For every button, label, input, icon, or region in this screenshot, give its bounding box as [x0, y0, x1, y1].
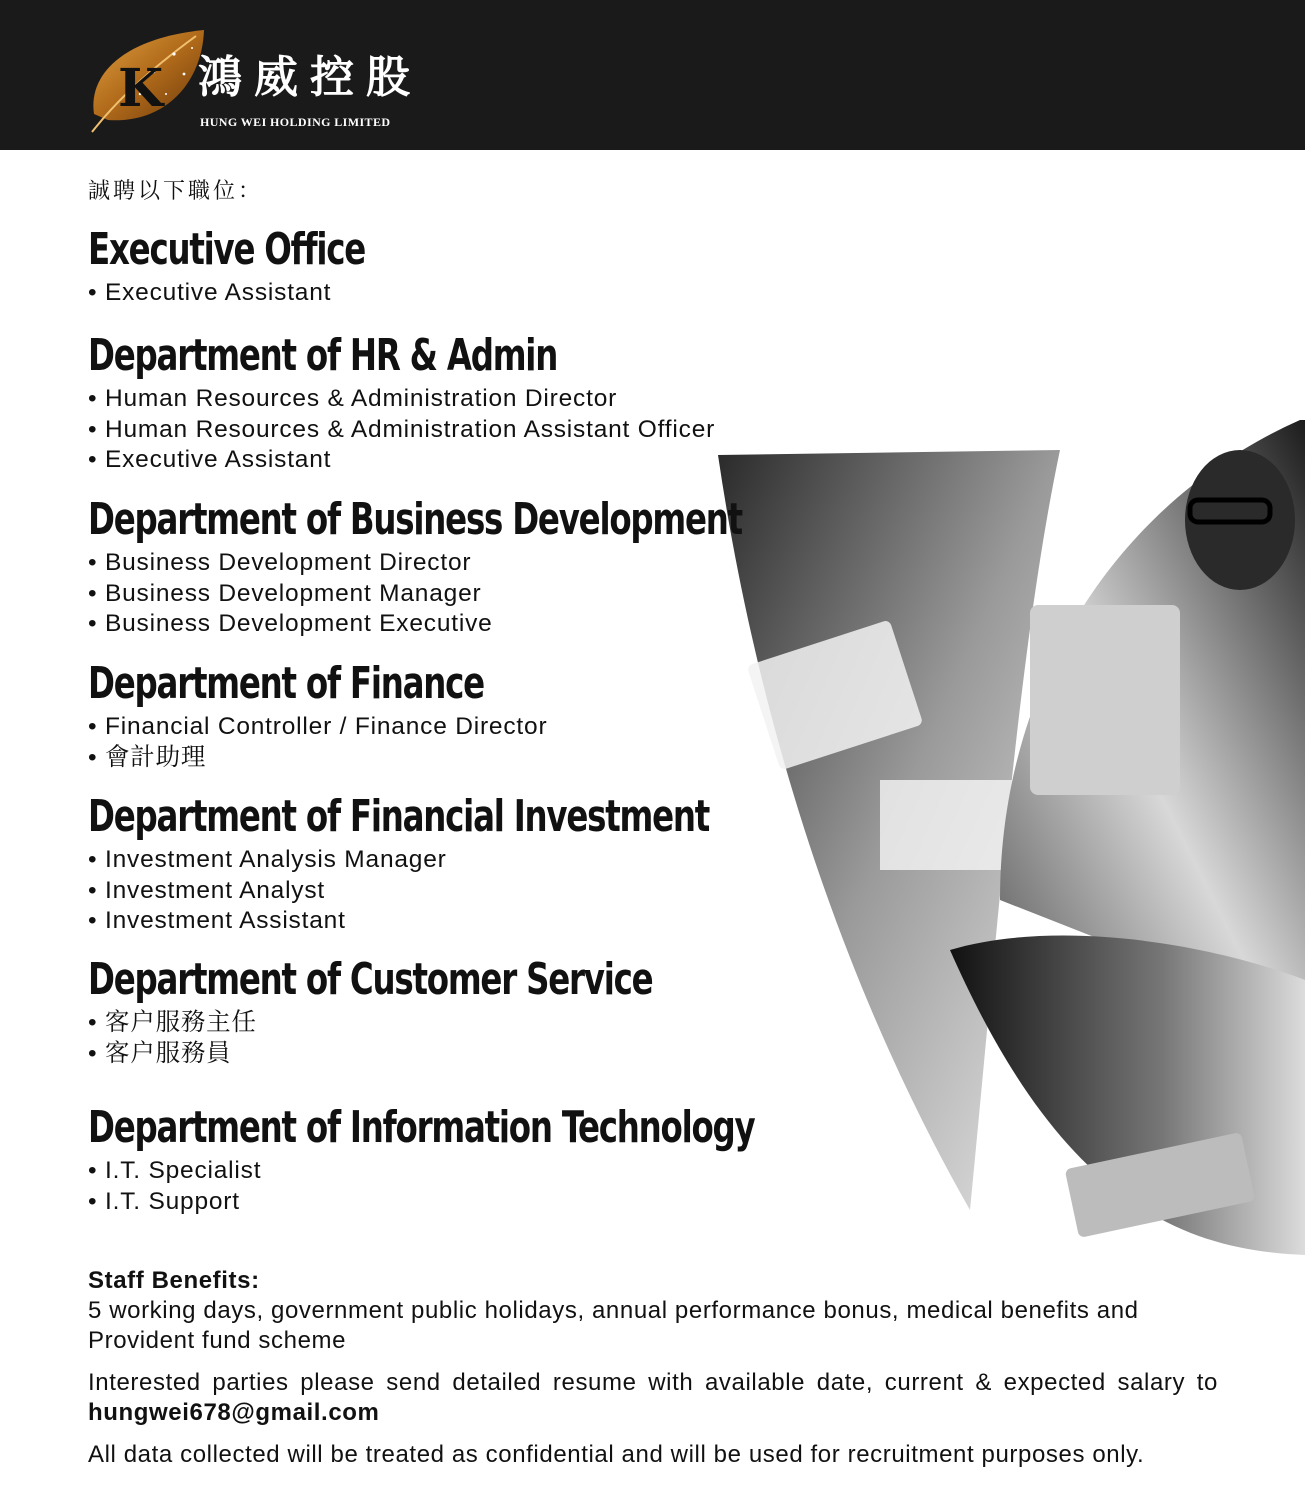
contact-email: hungwei678@gmail.com	[88, 1399, 380, 1426]
apply-instructions	[88, 1368, 1218, 1428]
company-name-english: HUNG WEI HOLDING LIMITED	[200, 115, 391, 129]
job-item: • I.T. Specialist	[88, 1156, 901, 1187]
job-list	[88, 712, 571, 773]
company-name-chinese: 鴻威控股	[198, 52, 422, 103]
job-item: • 客户服務主任	[88, 1008, 776, 1039]
job-item: • Human Resources & Administration Director	[88, 384, 715, 415]
job-list	[88, 1008, 776, 1069]
job-item: • Executive Assistant	[88, 278, 426, 309]
staff-benefits-heading: Staff Benefits:	[88, 1267, 260, 1294]
logo-letter: K	[118, 58, 164, 119]
job-item: • Human Resources & Administration Assistant Officer	[88, 415, 715, 446]
header-banner	[0, 0, 1305, 150]
job-item: • Executive Assistant	[88, 445, 715, 476]
department-executive-office	[88, 224, 426, 309]
department-business-development	[88, 494, 886, 640]
department-finance	[88, 658, 571, 773]
job-list	[88, 845, 845, 937]
job-list	[88, 548, 886, 640]
job-item: • Business Development Director	[88, 548, 886, 579]
job-item: • Business Development Manager	[88, 579, 886, 610]
department-title: Department of Finance	[88, 658, 484, 709]
job-list	[88, 384, 715, 476]
job-item: • Investment Analysis Manager	[88, 845, 845, 876]
job-list	[88, 1156, 901, 1217]
job-item: • Investment Analyst	[88, 876, 845, 907]
department-title: Department of Customer Service	[88, 954, 653, 1005]
department-hr-admin	[88, 330, 716, 476]
hiring-intro: 誠聘以下職位：	[88, 178, 264, 203]
department-customer-service	[88, 954, 776, 1069]
footer	[88, 1266, 1218, 1470]
job-item: • I.T. Support	[88, 1187, 901, 1218]
department-title: Department of HR & Admin	[88, 330, 558, 381]
department-title: Department of Financial Investment	[88, 791, 710, 842]
job-item: • 會計助理	[88, 743, 571, 774]
department-information-technology	[88, 1102, 901, 1217]
department-title: Department of Business Development	[88, 494, 742, 545]
department-financial-investment	[88, 791, 845, 937]
department-title: Executive Office	[88, 224, 366, 275]
job-item: • Financial Controller / Finance Director	[88, 712, 571, 743]
job-list	[88, 278, 426, 309]
department-title: Department of Information Technology	[88, 1102, 755, 1153]
apply-text: Interested parties please send detailed resume with available date, current & expected salary to	[88, 1369, 1218, 1396]
job-item: • Business Development Executive	[88, 609, 886, 640]
main-content	[88, 170, 1228, 229]
leaf-logo-icon	[84, 24, 212, 136]
job-item: • 客户服務員	[88, 1039, 776, 1070]
staff-benefits-text: 5 working days, government public holidays, annual performance bonus, medical benefits and Provident fund scheme	[88, 1297, 1139, 1354]
confidentiality-notice: All data collected will be treated as confidential and will be used for recruitment purposes only.	[88, 1441, 1145, 1468]
job-item: • Investment Assistant	[88, 906, 845, 937]
